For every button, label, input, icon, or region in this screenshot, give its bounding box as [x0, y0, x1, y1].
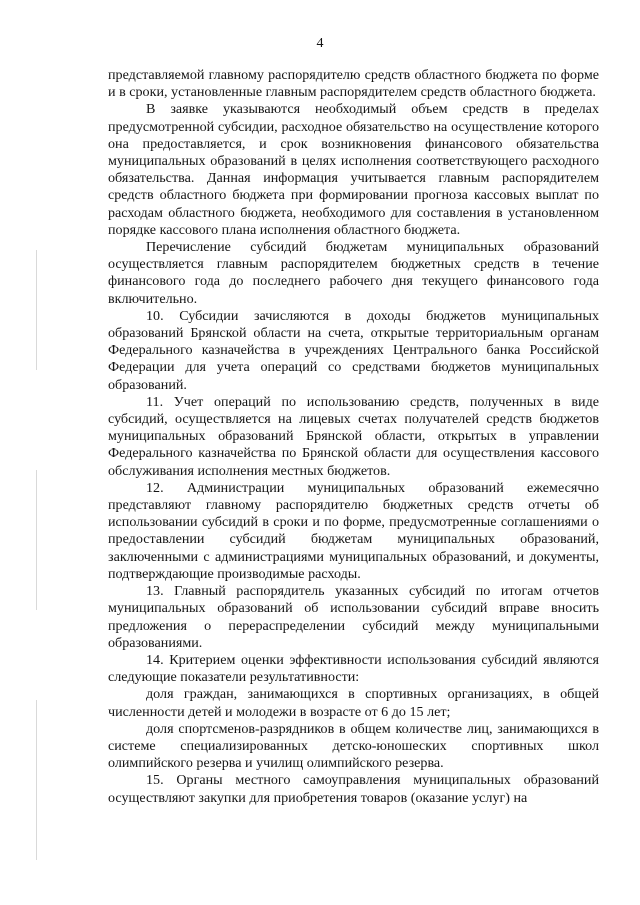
margin-scan-mark	[36, 700, 37, 860]
paragraph-14: 14. Критерием оценки эффективности использования субсидий являются следующие показатели результативности:	[108, 651, 599, 686]
paragraph-11: 11. Учет операций по использованию средств, полученных в виде субсидий, осуществляется на лицевых счетах получателей средств бюджетов муниципальных образований Брянской области, открытых в управлении Федерального казначейства по Брянской области для осуществления кассового обслуживания исполнения местных бюджетов.	[108, 393, 599, 479]
paragraph-application-contents: В заявке указываются необходимый объем средств в пределах предусмотренной субсидии, расходное обязательство на осуществление которого она предоставляется, и срок возникновения финансового обязательства муниципальных образований в целях исполнения соответствующего расходного обязательства. Данная информация учитывается главным распорядителем средств областного бюджета при формировании прогноза кассовых выплат по расходам областного бюджета, необходимого для составления в установленном порядке кассового плана исполнения областного бюджета.	[108, 101, 599, 238]
page-number: 4	[316, 36, 324, 51]
document-body	[108, 67, 599, 807]
paragraph-13: 13. Главный распорядитель указанных субсидий по итогам отчетов муниципальных образований об использовании субсидий вправе вносить предложения о перераспределении субсидий между муниципальными образованиями.	[108, 583, 599, 651]
indicator-item: доля граждан, занимающихся в спортивных организациях, в общей численности детей и молодежи в возрасте от 6 до 15 лет;	[108, 686, 599, 720]
paragraph-10: 10. Субсидии зачисляются в доходы бюджетов муниципальных образований Брянской области на счета, открытые территориальным органам Федерального казначейства в учреждениях Центрального банка Российской Федерации для учета операций со средствами бюджетов муниципальных образований.	[108, 307, 599, 393]
paragraph-subsidy-transfer: Перечисление субсидий бюджетам муниципальных образований осуществляется главным распорядителем бюджетных средств в течение финансового года до последнего рабочего дня текущего финансового года включительно.	[108, 239, 599, 307]
margin-scan-mark	[36, 250, 37, 370]
paragraph-continuation: представляемой главному распорядителю средств областного бюджета по форме и в сроки, установленные главным распорядителем средств областного бюджета.	[108, 67, 599, 101]
margin-scan-mark	[36, 470, 37, 610]
paragraph-15: 15. Органы местного самоуправления муниципальных образований осуществляют закупки для приобретения товаров (оказание услуг) на	[108, 772, 599, 806]
paragraph-12: 12. Администрации муниципальных образований ежемесячно представляют главному распорядителю бюджетных средств отчеты об использовании субсидий в сроки и по форме, предусмотренные соглашениями о предоставлении субсидий бюджетам муниципальных образований, заключенными с администрациями муниципальных образований, и документы, подтверждающие производимые расходы.	[108, 479, 599, 582]
indicator-item: доля спортсменов-разрядников в общем количестве лиц, занимающихся в системе специализированных детско-юношеских спортивных школ олимпийского резерва и училищ олимпийского резерва.	[108, 720, 599, 772]
